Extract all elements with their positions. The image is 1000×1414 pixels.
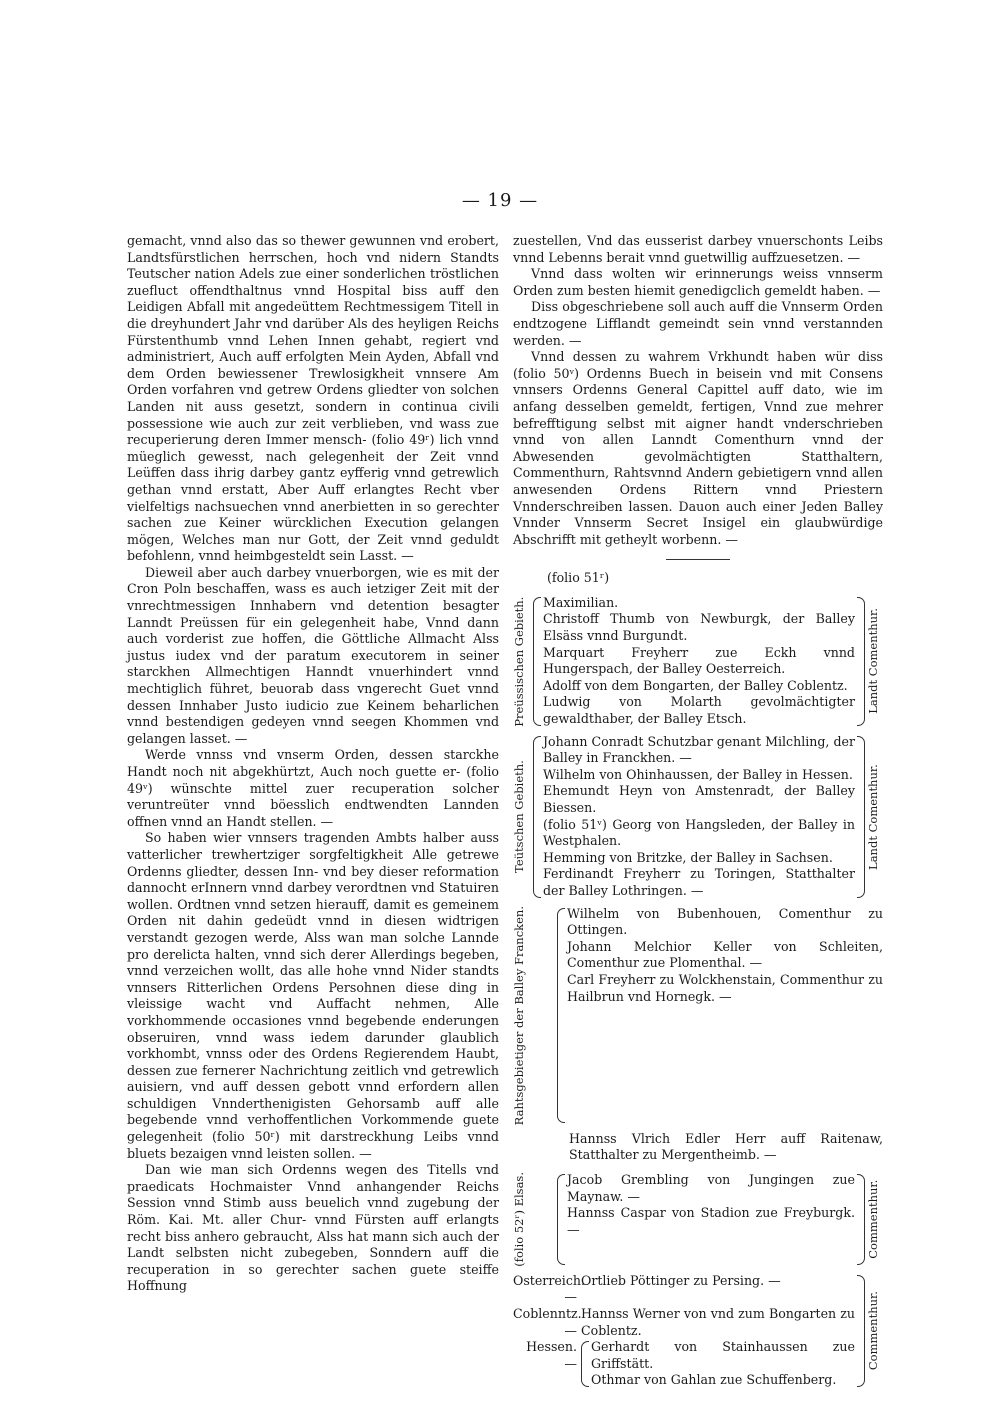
signatory: Marquart Freyherr zue Eckh vnnd Hungerspach, der Balley Oesterreich. (543, 644, 855, 677)
group-label: Teütschen Gebieth. (512, 760, 526, 873)
signatory: Othmar von Gahlan zue Schuffenberg. (591, 1372, 837, 1388)
paragraph: Diss obgeschriebene soll auch auff die Vnnserm Orden endtzogene Lifflandt gemeindt sein vnnd verstannden werden. — (513, 299, 883, 348)
signatory-list (513, 1273, 855, 1389)
signatory: Gerhardt von Stainhaussen zue Griffstätt. (591, 1339, 855, 1371)
signatory: Hannss Werner von vnd zum Bongarten zu Coblentz. (581, 1306, 855, 1338)
signatory: Maximilian. (543, 594, 619, 610)
signatory-list (567, 906, 883, 1125)
page-number: — 19 — (461, 190, 539, 211)
folio-reference: (folio 51ʳ) (547, 570, 610, 586)
signatory: Ferdinandt Freyherr zu Toringen, Statthalter der Balley Lothringen. — (543, 866, 855, 898)
signatory: (folio 51ᵛ) Georg von Hangsleden, der Balley in Westphalen. (543, 816, 855, 849)
bailiwick-label: Coblenntz. — (513, 1306, 582, 1338)
group-label: (folio 52ʳ) Elsas. (512, 1172, 526, 1267)
group-label: Preüssischen Gebieth. (512, 596, 526, 727)
signatory-row (513, 1339, 855, 1389)
group-label: Rahtsgebietiger der Balley Francken. (512, 905, 526, 1125)
signatory: Hemming von Britzke, der Balley in Sachsen. (543, 849, 833, 865)
signatory-list (543, 595, 855, 728)
signatory: Ludwig von Molarth gevolmächtigter gewaldthaber, der Balley Etsch. (543, 694, 855, 727)
signatory-group-alsace (513, 1172, 883, 1267)
role-label: Landt Comenthur. (866, 608, 880, 715)
role-label: Landt Comenthur. (866, 763, 880, 870)
bailiwick-label: Osterreich. — (513, 1272, 585, 1305)
paragraph: Vnnd dass wolten wir erinnerungs weiss vnnserm Orden zum besten hiemit genedigclich gemeldt haben. — (513, 266, 883, 298)
brace (533, 736, 541, 898)
brace (857, 1275, 865, 1387)
paragraph: gemacht, vnnd also das so thewer gewunnen vnd erobert, Landtsfürstlichen herrschen, hoch vnd nidern Standts Teutscher nation Adels zue einer sonderlichen tröstlichen zuefluct offendthaltnus vnnd Hospital biss auff den Leidigen Abfall mit angedeüttem Rechtmessigem Titell in die dreyhundert Jahr vnd darüber Als des heyligen Reichs Fürstenthumb vnnd Lehen Innen gehabt, regiert vnd administriert, Auch auff erfolgten Mein Ayden, Abfall vnd dem Orden bewiessener Trewlosigkheit vnnsere Am Orden vorfahren vnd getrew Ordens gliedter von solchen Landen nit auss gesetzt, sondern in continua civili possessione wie auch zur zeit verblieben, vnd wass zue recuperierung deren Immer mensch- (folio 49ʳ) lich vnnd müeglich gewesst, nach gelegenheit der Zeit vnnd Leüffen dass ihrig darbey gantz eyfferig vnnd getrewlich gethan vnnd erstatt, Aber Auff erlangtes Recht vber vielfeltigs nachsuechen vnnd anerbietten in so gerechter sachen zue Keiner würcklichen Execution gelangen mögen, Welches man nur Gott, der Zeit vnnd geduldt befohlenn, vnnd heimbgesteldt sein Lasst. — (127, 233, 499, 564)
signatory: Wilhelm von Bubenhouen, Comenthur zu Ottingen. (567, 905, 883, 938)
signatory: Johann Conradt Schutzbar genant Milchling, der Balley in Franckhen. — (543, 733, 855, 766)
signatory: Carl Freyherr zu Wolckhenstain, Commenthur zu Hailbrun vnd Hornegk. — (567, 971, 883, 1004)
signatory-sublist (591, 1339, 855, 1389)
signatory-group-german (513, 734, 883, 900)
bailiwick-label: Hessen. — (526, 1339, 577, 1371)
divider (666, 559, 730, 560)
signatory-group-prussia (513, 595, 883, 728)
signatory: Wilhelm von Ohinhaussen, der Balley in Hessen. (543, 766, 853, 782)
left-column (127, 233, 499, 1295)
paragraph: Vnnd dessen zu wahrem Vrkhundt haben wür diss (folio 50ᵛ) Ordenns Buech in beisein vnd mit Consens vnnsers Ordenns General Capittel auff dato, wie im anfang desselben gemeldt, fertigen, Vnnd zue mehrer befrefftigung selbst mit aigner handt vnderschrieben vnnd von allen Lanndt Comenthurn vnnd der Abwesenden gevolmächtigten Statthaltern, Commenthurn, Rahtsvnnd Andern gebietigern vnnd allen anwesenden Ordens Rittern vnnd Priestern Vnnderschreiben lassen. Dauon auch einer Jeden Balley Vnnder Vnnserm Secret Insigel ein glaubwürdige Abschrifft mit getheylt worbenn. — (513, 349, 883, 547)
signatory: Jacob Grembling von Jungingen zue Maynaw. — (567, 1172, 855, 1204)
paragraph: zuestellen, Vnd das eusserist darbey vnuerschonts Leibs vnnd Lebenns berait vnnd guetwillig auffzuesetzen. — (513, 233, 883, 265)
paragraph: Dieweil aber auch darbey vnuerborgen, wie es mit der Cron Poln beschaffen, wass es auch ietziger Zeit mit der vnrechtmessigen Innhabern vnd detention besagter Lanndt Preüssen für ein gelegenheit habe, Vnnd dann auch vorderist zue hoffen, die Göttliche Allmacht Alss justus iudex vnd der paratum executorem in seiner starckhen Allmechtigen Hanndt vnuerhindert vnnd mechtiglich führet, beuorab dass vngerecht Guet vnnd dessen Innhaber Justo iudicio zue Keinem beharlichen vnnd bestendigen gedeyen vnnd seegen Khommen vnd gelangen lasset. — (127, 564, 499, 746)
brace (557, 1174, 565, 1265)
brace (857, 1174, 865, 1265)
signatory-list (543, 734, 855, 900)
signatory: Johann Melchior Keller von Schleiten, Comenthur zue Plomenthal. — (567, 938, 883, 971)
role-label: Commenthur. (866, 1291, 880, 1371)
signatory-row (513, 1273, 855, 1306)
signatory-standalone: Hannss Vlrich Edler Herr auff Raitenaw, Statthalter zu Mergentheimb. — (569, 1130, 883, 1163)
signatory: Adolff von dem Bongarten, der Balley Coblentz. (543, 677, 848, 693)
signatory-row (513, 1306, 855, 1339)
right-column (513, 233, 883, 1395)
paragraph: Dan wie man sich Ordenns wegen des Titells vnd praedicats Hochmaister Vnnd anhangender Reichs Session vnnd Stimb auss beuelich vnnd zugebung der Röm. Kai. Mt. aller Chur- vnnd Fürsten auff erlangts recht biss anhero gebraucht, Alss hat mann sich auch der Landt selbsten nicht zubegeben, Sonndern auff die recuperation in so gerechter sachen guete steiffe Hoffnung (127, 1162, 499, 1294)
signatory: Hannss Caspar von Stadion zue Freyburgk. — (567, 1205, 855, 1237)
brace (857, 597, 865, 726)
signatory-group-commanders (513, 1273, 883, 1389)
signatory: Christoff Thumb von Newburgk, der Balley Elsäss vnnd Burgundt. (543, 611, 855, 644)
signatory-list (567, 1172, 855, 1267)
paragraph: Werde vnnss vnd vnserm Orden, dessen starckhe Handt noch nit abgekhürtzt, Auch noch guette er- (folio 49ᵛ) wünschte mittel zuer recuperation solcher veruntreüter vnnd böesslich endtwendten Lannden offnen vnnd an Handt stellen. — (127, 747, 499, 829)
role-label: Commenthur. (866, 1179, 880, 1259)
brace (581, 1341, 589, 1387)
signatory: Ortlieb Pöttinger zu Persing. — (581, 1272, 781, 1288)
brace (533, 597, 541, 726)
signatory-group-franconia (513, 906, 883, 1125)
brace (857, 736, 865, 898)
signatory: Ehemundt Heyn von Amstenradt, der Balley Biessen. (543, 783, 855, 815)
brace (557, 908, 565, 1123)
paragraph: So haben wier vnnsers tragenden Ambts halber auss vatterlicher trewhertziger sorgfeltigkheit Alle getrewe Ordenns gliedter, dessen Inn- vnd bey dieser reformation dannocht erInnern vnnd darbey verordtnen vnd Statuiren wollen. Ordtnen vnnd setzen hierauff, damit es gemeinem Orden nit dahin gedeüdt vnnd in diesen widtrigen verstandt gezogen werde, Alss wan man solche Lannde pro derelicta halten, vnnd sich derer Allerdings begeben, vnnd verzeichen wollt, das alle hohe vnnd Nider standts vnnsers Ritterlichen Ordens Persohnen diese ding in vleissige wacht vnd Auffacht nehmen, Alle vorkhommende occasiones vnnd begebende enderungen obseruiren, vnnd wass iedem darunder glaublich vorkhombt, vnnss oder des Ordens Regierendem Haubt, dessen zue fernerer Nachrichtung zeitlich vnd getrewlich auisiern, vnd auff dessen gebott vnnd erfordern allen schuldigen Vnnderthenigisten Gehorsamb auff alle begebende vnnd verhoffentlichen Vorkommende guete gelegenheit (folio 50ʳ) mit darstreckhung Leibs vnnd bluets bezaigen vnnd leisten sollen. — (127, 830, 499, 1161)
